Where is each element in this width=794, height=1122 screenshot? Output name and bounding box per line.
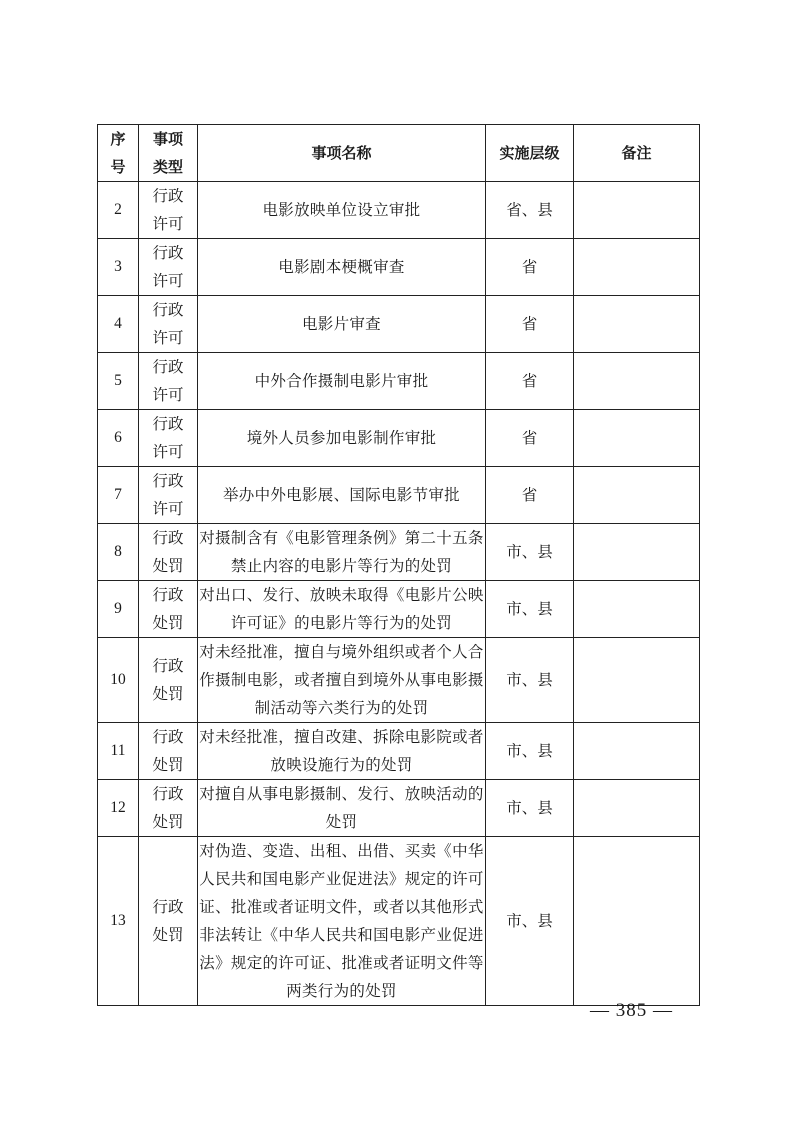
- table-header-row: [98, 125, 700, 182]
- row-type-line2: 许可: [152, 329, 184, 347]
- row-type: [139, 467, 198, 524]
- row-type: [139, 410, 198, 467]
- table-row: [98, 182, 700, 239]
- table-row: [98, 239, 700, 296]
- table-row: [98, 780, 700, 837]
- row-name: 境外人员参加电影制作审批: [198, 410, 486, 467]
- row-type: [139, 353, 198, 410]
- table-row: [98, 353, 700, 410]
- row-remark: [574, 410, 700, 467]
- row-name: 对未经批准，擅自改建、拆除电影院或者放映设施行为的处罚: [198, 723, 486, 780]
- row-index: 8: [98, 524, 139, 581]
- row-type-line2: 处罚: [152, 685, 184, 703]
- row-type: [139, 182, 198, 239]
- row-remark: [574, 467, 700, 524]
- row-type-line2: 许可: [152, 272, 184, 290]
- row-index: 12: [98, 780, 139, 837]
- row-remark: [574, 780, 700, 837]
- row-name: 对擅自从事电影摄制、发行、放映活动的处罚: [198, 780, 486, 837]
- row-remark: [574, 239, 700, 296]
- row-type: [139, 239, 198, 296]
- row-remark: [574, 638, 700, 723]
- row-name: 对伪造、变造、出租、出借、买卖《中华人民共和国电影产业促进法》规定的许可证、批准或者证明文件，或者以其他形式非法转让《中华人民共和国电影产业促进法》规定的许可证、批准或者证明文件等两类行为的处罚: [198, 837, 486, 1006]
- row-level: 省: [486, 467, 574, 524]
- row-level: 市、县: [486, 581, 574, 638]
- row-level: 省: [486, 410, 574, 467]
- row-type-line1: 行政: [152, 657, 184, 675]
- row-level: 市、县: [486, 524, 574, 581]
- row-level: 市、县: [486, 638, 574, 723]
- row-type-line2: 许可: [152, 215, 184, 233]
- row-type-line2: 许可: [152, 386, 184, 404]
- row-type: [139, 780, 198, 837]
- row-name: 电影放映单位设立审批: [198, 182, 486, 239]
- row-index: 11: [98, 723, 139, 780]
- page-number: — 385 —: [590, 1000, 673, 1021]
- row-type-line2: 处罚: [152, 557, 184, 575]
- table-row: [98, 638, 700, 723]
- row-remark: [574, 353, 700, 410]
- row-index: 9: [98, 581, 139, 638]
- table-row: [98, 837, 700, 1006]
- row-index: 3: [98, 239, 139, 296]
- row-index: 6: [98, 410, 139, 467]
- row-type-line2: 处罚: [152, 813, 184, 831]
- row-type-line1: 行政: [152, 358, 184, 376]
- row-type: [139, 581, 198, 638]
- matters-table: [97, 124, 700, 1006]
- row-index: 13: [98, 837, 139, 1006]
- row-type-line1: 行政: [152, 898, 184, 916]
- table-row: [98, 296, 700, 353]
- row-remark: [574, 837, 700, 1006]
- row-level: 省、县: [486, 182, 574, 239]
- row-index: 7: [98, 467, 139, 524]
- row-name: 对摄制含有《电影管理条例》第二十五条禁止内容的电影片等行为的处罚: [198, 524, 486, 581]
- table-row: [98, 581, 700, 638]
- header-index: 序 号: [98, 125, 139, 182]
- row-index: 4: [98, 296, 139, 353]
- row-type-line1: 行政: [152, 529, 184, 547]
- row-type-line1: 行政: [152, 244, 184, 262]
- row-type-line1: 行政: [152, 187, 184, 205]
- row-type-line2: 处罚: [152, 926, 184, 944]
- row-name: 电影剧本梗概审查: [198, 239, 486, 296]
- row-type-line1: 行政: [152, 301, 184, 319]
- row-level: 省: [486, 239, 574, 296]
- row-type: [139, 296, 198, 353]
- row-type-line1: 行政: [152, 472, 184, 490]
- header-level: 实施层级: [486, 125, 574, 182]
- table-body: [98, 182, 700, 1006]
- row-level: 市、县: [486, 723, 574, 780]
- header-type: 事项 类型: [139, 125, 198, 182]
- row-remark: [574, 581, 700, 638]
- row-type-line1: 行政: [152, 586, 184, 604]
- row-index: 5: [98, 353, 139, 410]
- row-level: 省: [486, 353, 574, 410]
- row-name: 电影片审查: [198, 296, 486, 353]
- row-index: 10: [98, 638, 139, 723]
- table-row: [98, 524, 700, 581]
- row-name: 中外合作摄制电影片审批: [198, 353, 486, 410]
- table-row: [98, 410, 700, 467]
- row-type-line2: 许可: [152, 500, 184, 518]
- row-level: 省: [486, 296, 574, 353]
- row-remark: [574, 723, 700, 780]
- row-remark: [574, 296, 700, 353]
- header-name: 事项名称: [198, 125, 486, 182]
- row-type-line2: 许可: [152, 443, 184, 461]
- row-type: [139, 837, 198, 1006]
- row-type-line1: 行政: [152, 415, 184, 433]
- row-type-line1: 行政: [152, 785, 184, 803]
- row-index: 2: [98, 182, 139, 239]
- row-level: 市、县: [486, 837, 574, 1006]
- header-remark: 备注: [574, 125, 700, 182]
- row-type-line1: 行政: [152, 728, 184, 746]
- row-remark: [574, 182, 700, 239]
- row-type-line2: 处罚: [152, 614, 184, 632]
- row-type: [139, 723, 198, 780]
- row-type-line2: 处罚: [152, 756, 184, 774]
- row-type: [139, 638, 198, 723]
- row-level: 市、县: [486, 780, 574, 837]
- row-name: 举办中外电影展、国际电影节审批: [198, 467, 486, 524]
- table-row: [98, 723, 700, 780]
- row-remark: [574, 524, 700, 581]
- row-name: 对未经批准，擅自与境外组织或者个人合作摄制电影，或者擅自到境外从事电影摄制活动等六类行为的处罚: [198, 638, 486, 723]
- row-type: [139, 524, 198, 581]
- row-name: 对出口、发行、放映未取得《电影片公映许可证》的电影片等行为的处罚: [198, 581, 486, 638]
- table-row: [98, 467, 700, 524]
